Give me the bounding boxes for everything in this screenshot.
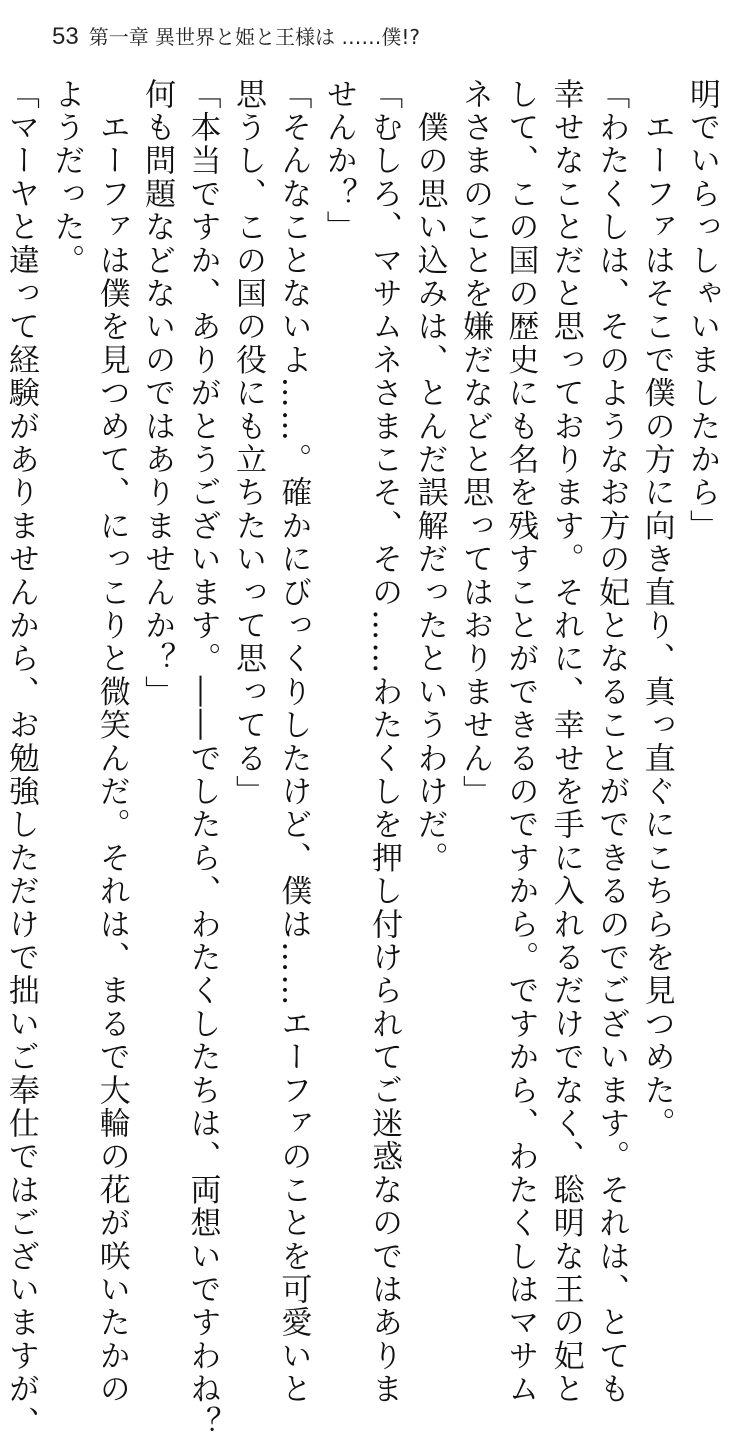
text-line: 「そんなことないよ……。確かにびっくりしたけど、僕は……エーファのことを可愛いと <box>275 78 312 1406</box>
text-line: 僕の思い込みは、とんだ誤解だったというわけだ。 <box>411 78 448 875</box>
text-line: 「わたくしは、そのようなお方の妃となることができるのでございます。それは、とても <box>593 78 630 1406</box>
chapter-title: 第一章 異世界と姫と王様は ……僕!? <box>88 25 421 49</box>
text-line: 何も問題などないのではありませんか？」 <box>139 78 176 709</box>
text-line: 明でいらっしゃいましたから」 <box>684 78 720 543</box>
text-line: 思うし、この国の役にも立ちたいって思ってる」 <box>229 78 266 809</box>
text-line: 「本当ですか、ありがとうございます。――でしたら、わたくしたちは、両想いですわね？ <box>184 78 221 1439</box>
page-number: 53 <box>52 23 79 50</box>
vertical-body-text <box>2 78 724 1439</box>
text-line: して、この国の歴史にも名を残すことができるのですから。ですから、わたくしはマサム <box>502 78 539 1406</box>
text-line: 幸せなことだと思っております。それに、幸せを手に入れるだけでなく、聡明な王の妃と <box>547 78 584 1406</box>
text-line: せんか？」 <box>320 78 357 244</box>
text-line: ようだった。 <box>48 78 85 278</box>
text-line: エーファは僕を見つめて、にっこりと微笑んだ。それは、まるで大輪の花が咲いたかの <box>93 78 130 1406</box>
text-line: 「むしろ、マサムネさまこそ、その……わたくしを押し付けられてご迷惑なのではありま <box>366 78 403 1406</box>
text-line: 「マーヤと違って経験がありませんから、お勉強しただけで拙いご奉仕ではございますが、 <box>2 78 39 1439</box>
text-line: ネさまのことを嫌だなどと思ってはおりません」 <box>456 78 493 809</box>
text-line: エーファはそこで僕の方に向き直り、真っ直ぐにこちらを見つめた。 <box>638 78 675 1141</box>
running-header <box>52 20 420 54</box>
